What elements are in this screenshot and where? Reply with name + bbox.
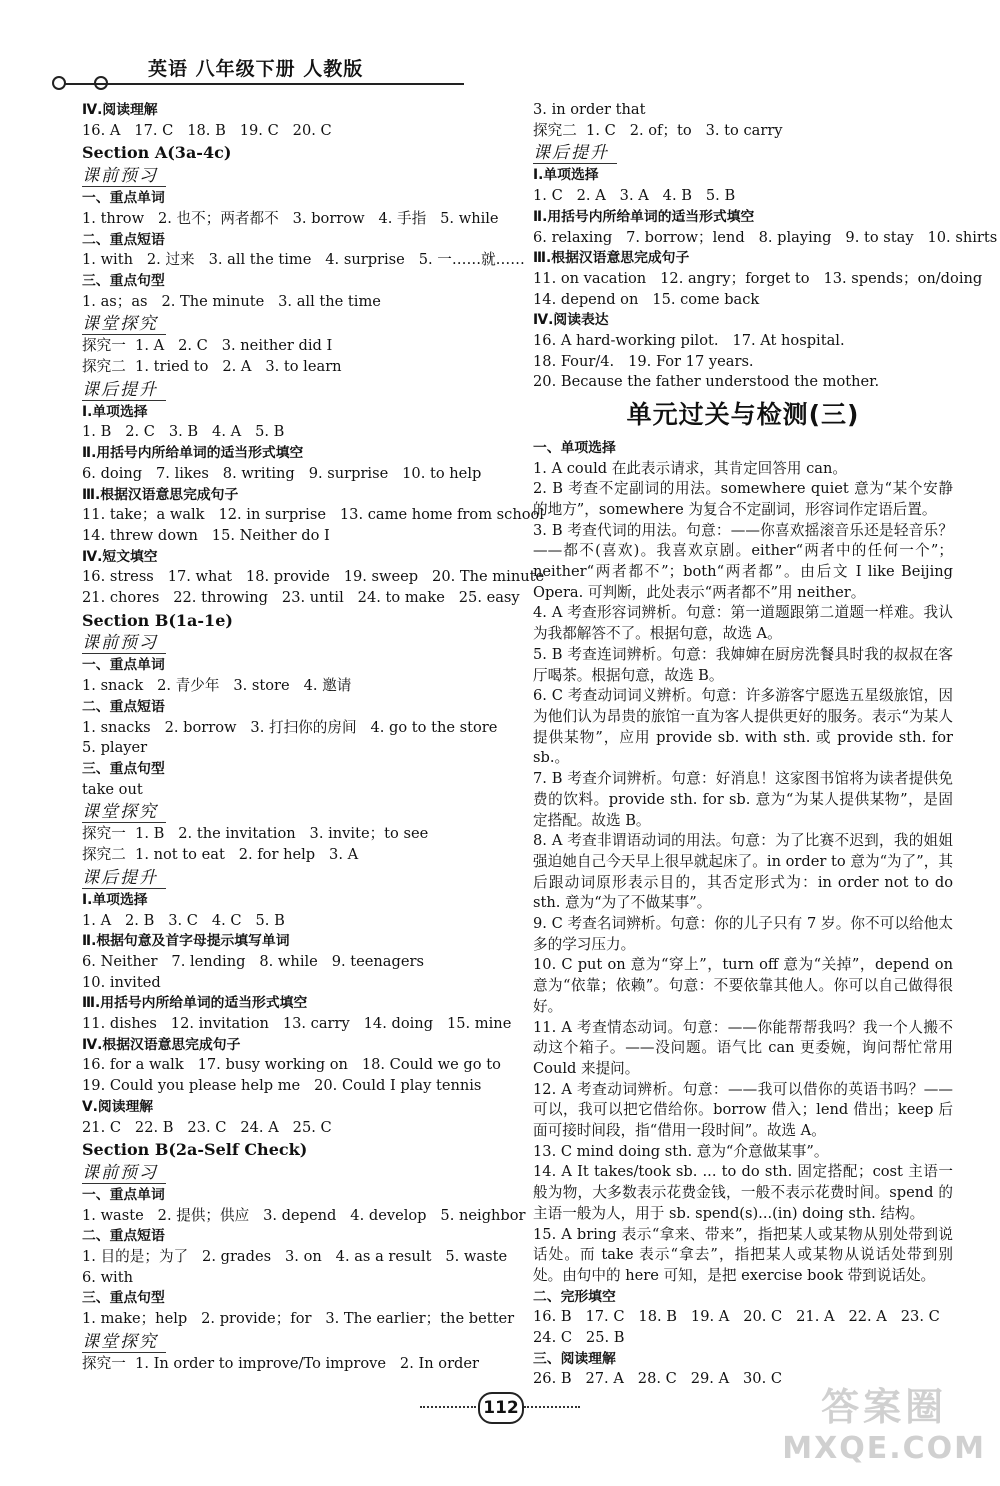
- section-heading: 一、重点单词: [82, 1186, 165, 1203]
- handwritten-label: 课堂探究: [82, 314, 166, 335]
- answer-line: 6. doing 7. likes 8. writing 9. surprise 10. to help: [82, 464, 482, 482]
- handwritten-label: 课后提升: [533, 143, 617, 164]
- answer-line: 1. with 2. 过来 3. all the time 4. surprise 5. 一……就……: [82, 251, 525, 269]
- watermark-url: MXQE.COM: [782, 1431, 986, 1466]
- answer-line: 探究一 1. A 2. C 3. neither did I: [82, 337, 333, 355]
- explanation-item: 2. B 考查不定副词的用法。somewhere quiet 意为“某个安静的地方”，somewhere 为复合不定副词，形容词作定语后置。: [533, 480, 953, 518]
- handwritten-label: 课后提升: [82, 380, 166, 401]
- answer-line: 18. Four/4. 19. For 17 years.: [533, 352, 754, 370]
- handwritten-label: 课前预习: [82, 1163, 166, 1184]
- answer-line: 24. C 25. B: [533, 1329, 625, 1347]
- explanation-item: 6. C 考查动词词义辨析。句意：许多游客宁愿选五星级旅馆，因为他们认为昂贵的旅馆一直为客人提供更好的服务。表示“为某人提供某物”，应用 provide sb. with sth. 或 provide sth. for sb.。: [533, 687, 953, 767]
- section-heading: 一、单项选择: [533, 439, 616, 456]
- unit-section-title: Section B(2a-Self Check): [82, 1140, 308, 1160]
- answer-line: 1. snack 2. 青少年 3. store 4. 邀请: [82, 677, 352, 695]
- answer-line: 探究二 1. not to eat 2. for help 3. A: [82, 846, 359, 864]
- answer-line: 6. Neither 7. lending 8. while 9. teenagers: [82, 952, 424, 970]
- explanation-item: 8. A 考查非谓语动词的用法。句意：为了比赛不迟到，我的姐姐强迫她自己今天早上很早就起床了。in order to 意为“为了”，其后跟动词原形表示目的，其否定形式为：in order not to do sth. 意为“为了不做某事”。: [533, 832, 953, 912]
- section-heading: Ⅳ.根据汉语意思完成句子: [82, 1036, 241, 1053]
- page-header: [50, 52, 470, 92]
- answer-line: 1. make；help 2. provide；for 3. The earlier；the better: [82, 1310, 515, 1328]
- section-heading: 二、完形填空: [533, 1288, 616, 1305]
- answer-line: 探究二 1. tried to 2. A 3. to learn: [82, 358, 342, 376]
- answer-line: 16. stress 17. what 18. provide 19. sweep 20. The minute: [82, 568, 545, 586]
- explanation-item: 13. C mind doing sth. 意为“介意做某事”。: [533, 1142, 829, 1160]
- answer-line: 11. dishes 12. invitation 13. carry 14. doing 15. mine: [82, 1015, 512, 1033]
- answer-line: 11. on vacation 12. angry；forget to 13. spends；on/doing: [533, 269, 983, 287]
- section-heading: 三、重点句型: [82, 760, 165, 777]
- page-number: 112: [478, 1392, 524, 1424]
- answer-line: 14. depend on 15. come back: [533, 290, 760, 308]
- answer-line: 1. snacks 2. borrow 3. 打扫你的房间 4. go to the store: [82, 718, 498, 736]
- page-title: 英语 八年级下册 人教版: [148, 58, 364, 80]
- answer-line: 1. C 2. A 3. A 4. B 5. B: [533, 187, 736, 205]
- answer-line: 20. Because the father understood the mother.: [533, 373, 880, 391]
- section-heading: Ⅲ.根据汉语意思完成句子: [82, 486, 239, 503]
- section-heading: Ⅴ.阅读理解: [82, 1098, 154, 1115]
- section-heading: Ⅲ.根据汉语意思完成句子: [533, 250, 690, 267]
- watermark-logo-text: 答案圈: [821, 1385, 948, 1429]
- answer-line: 16. A hard-working pilot. 17. At hospital.: [533, 332, 845, 350]
- answer-line: 16. B 17. C 18. B 19. A 20. C 21. A 22. A 23. C: [533, 1308, 940, 1326]
- section-heading: 三、重点句型: [82, 1290, 165, 1307]
- answer-line: 16. for a walk 17. busy working on 18. Could we go to: [82, 1056, 501, 1074]
- section-heading: 二、重点短语: [82, 698, 165, 715]
- section-heading: 三、阅读理解: [533, 1350, 616, 1367]
- answer-line: 1. 目的是；为了 2. grades 3. on 4. as a result 5. waste: [82, 1248, 508, 1266]
- section-heading: Ⅰ.单项选择: [82, 891, 148, 908]
- section-heading: Ⅳ.短文填空: [82, 548, 158, 565]
- answer-line: 探究一 1. B 2. the invitation 3. invite；to see: [82, 825, 429, 843]
- handwritten-label: 课后提升: [82, 868, 166, 889]
- section-heading: Ⅲ.用括号内所给单词的适当形式填空: [82, 995, 308, 1012]
- footer-dots-left: [420, 1406, 476, 1408]
- explanation-item: 3. B 考查代词的用法。句意：——你喜欢摇滚音乐还是轻音乐？——都不(喜欢)。我喜欢京剧。either“两者中的任何一个”；neither“两者都不”；both“两者都”。由后文 I like Beijing Opera. 可判断，此处表示“两者都不”用 neither。: [533, 521, 953, 601]
- right-column: [533, 100, 998, 1390]
- section-heading: 一、重点单词: [82, 657, 165, 674]
- test-title: 单元过关与检测(三): [626, 400, 860, 430]
- section-heading: 二、重点短语: [82, 1228, 165, 1245]
- section-heading: Ⅱ.用括号内所给单词的适当形式填空: [82, 445, 304, 462]
- explanation-item: 12. A 考查动词辨析。句意：——我可以借你的英语书吗？——可以，我可以把它借给你。borrow 借入；lend 借出；keep 后面可接时间段，指“借用一段时间”。故选 A。: [533, 1080, 953, 1140]
- answer-line: 10. invited: [82, 973, 161, 991]
- explanation-item: 4. A 考查形容词辨析。句意：第一道题跟第二道题一样难。我认为我都解答不了。根据句意，故选 A。: [533, 604, 953, 643]
- answer-line: 5. player: [82, 739, 148, 757]
- explanation-item: 11. A 考查情态动词。句意：——你能帮帮我吗？我一个人搬不动这个箱子。——没问题。语气比 can 更委婉，询问帮忙常用 Could 来提问。: [533, 1018, 953, 1077]
- footer-dots-right: [524, 1406, 580, 1408]
- explanation-item: 5. B 考查连词辨析。句意：我婶婶在厨房洗餐具时我的叔叔在客厅喝茶。根据句意，故选 B。: [533, 645, 953, 684]
- answer-line: 1. A 2. B 3. C 4. C 5. B: [82, 911, 285, 929]
- explanation-item: 10. C put on 意为“穿上”，turn off 意为“关掉”，depend on 意为“依靠；依赖”。句意：不要依靠其他人。你可以自己做得很好。: [533, 956, 953, 1015]
- unit-section-title: Section B(1a-1e): [82, 610, 233, 630]
- answer-line: 21. C 22. B 23. C 24. A 25. C: [82, 1118, 332, 1136]
- answer-line: 探究一 1. In order to improve/To improve 2. In order: [82, 1354, 479, 1372]
- answer-line: 1. as；as 2. The minute 3. all the time: [82, 292, 381, 310]
- answer-line: 26. B 27. A 28. C 29. A 30. C: [533, 1370, 783, 1388]
- explanation-item: 1. A could 在此表示请求，其肯定回答用 can。: [533, 459, 847, 477]
- explanation-item: 14. A It takes/took sb. ... to do sth. 固定搭配；cost 主语一般为物，大多数表示花费金钱，一般不表示花费时间。spend 的主语一般为人，用于 sb. spend(s)...(in) doing sth. 结构。: [533, 1163, 953, 1222]
- answer-line: 1. throw 2. 也不；两者都不 3. borrow 4. 手指 5. while: [82, 209, 499, 227]
- section-heading: 三、重点句型: [82, 272, 165, 289]
- header-rule: [64, 83, 464, 85]
- section-heading: Ⅰ.单项选择: [82, 403, 148, 420]
- section-heading: Ⅳ.阅读理解: [82, 102, 158, 118]
- answer-line: 11. take；a walk 12. in surprise 13. came home from school: [82, 506, 544, 524]
- answer-line: 1. B 2. C 3. B 4. A 5. B: [82, 423, 285, 441]
- section-heading: Ⅱ.根据句意及首字母提示填写单词: [82, 933, 290, 950]
- answer-line: 探究二 1. C 2. of；to 3. to carry: [533, 121, 783, 139]
- section-heading: Ⅱ.用括号内所给单词的适当形式填空: [533, 208, 755, 225]
- section-heading: Ⅳ.阅读表达: [533, 312, 609, 329]
- explanation-item: 15. A bring 表示“拿来、带来”，指把某人或某物从别处带到说话处。而 take 表示“拿去”，指把某人或某物从说话处带到别处。由句中的 here 可知，是把 exercise book 带到说话处。: [533, 1225, 953, 1284]
- answer-line: 14. threw down 15. Neither do I: [82, 526, 330, 544]
- explanation-item: 7. B 考查介词辨析。句意：好消息！这家图书馆将为读者提供免费的饮料。provide sth. for sb. 意为“为某人提供某物”，是固定搭配。故选 B。: [533, 770, 953, 829]
- handwritten-label: 课前预习: [82, 633, 166, 654]
- section-heading: 二、重点短语: [82, 231, 165, 248]
- answer-line: 6. relaxing 7. borrow；lend 8. playing 9. to stay 10. shirts: [533, 228, 998, 246]
- section-heading: 一、重点单词: [82, 190, 165, 207]
- handwritten-label: 课堂探究: [82, 802, 166, 823]
- section-heading: Ⅰ.单项选择: [533, 167, 599, 184]
- explanation-item: 9. C 考查名词辨析。句意：你的儿子只有 7 岁。你不可以给他太多的学习压力。: [533, 915, 953, 953]
- unit-section-title: Section A(3a-4c): [82, 143, 232, 163]
- answer-line: take out: [82, 780, 143, 798]
- handwritten-label: 课堂探究: [82, 1332, 166, 1353]
- answer-line: 6. with: [82, 1268, 133, 1286]
- answer-line: 16. A 17. C 18. B 19. C 20. C: [82, 121, 332, 139]
- answer-line: 21. chores 22. throwing 23. until 24. to make 25. easy: [82, 589, 520, 607]
- answer-line: 1. waste 2. 提供；供应 3. depend 4. develop 5. neighbor: [82, 1206, 526, 1224]
- handwritten-label: 课前预习: [82, 166, 166, 187]
- watermark: [782, 1376, 986, 1466]
- page-footer: [420, 1392, 580, 1422]
- answer-line: 19. Could you please help me 20. Could I play tennis: [82, 1077, 482, 1095]
- left-column: [82, 100, 545, 1375]
- answer-line: 3. in order that: [533, 101, 646, 118]
